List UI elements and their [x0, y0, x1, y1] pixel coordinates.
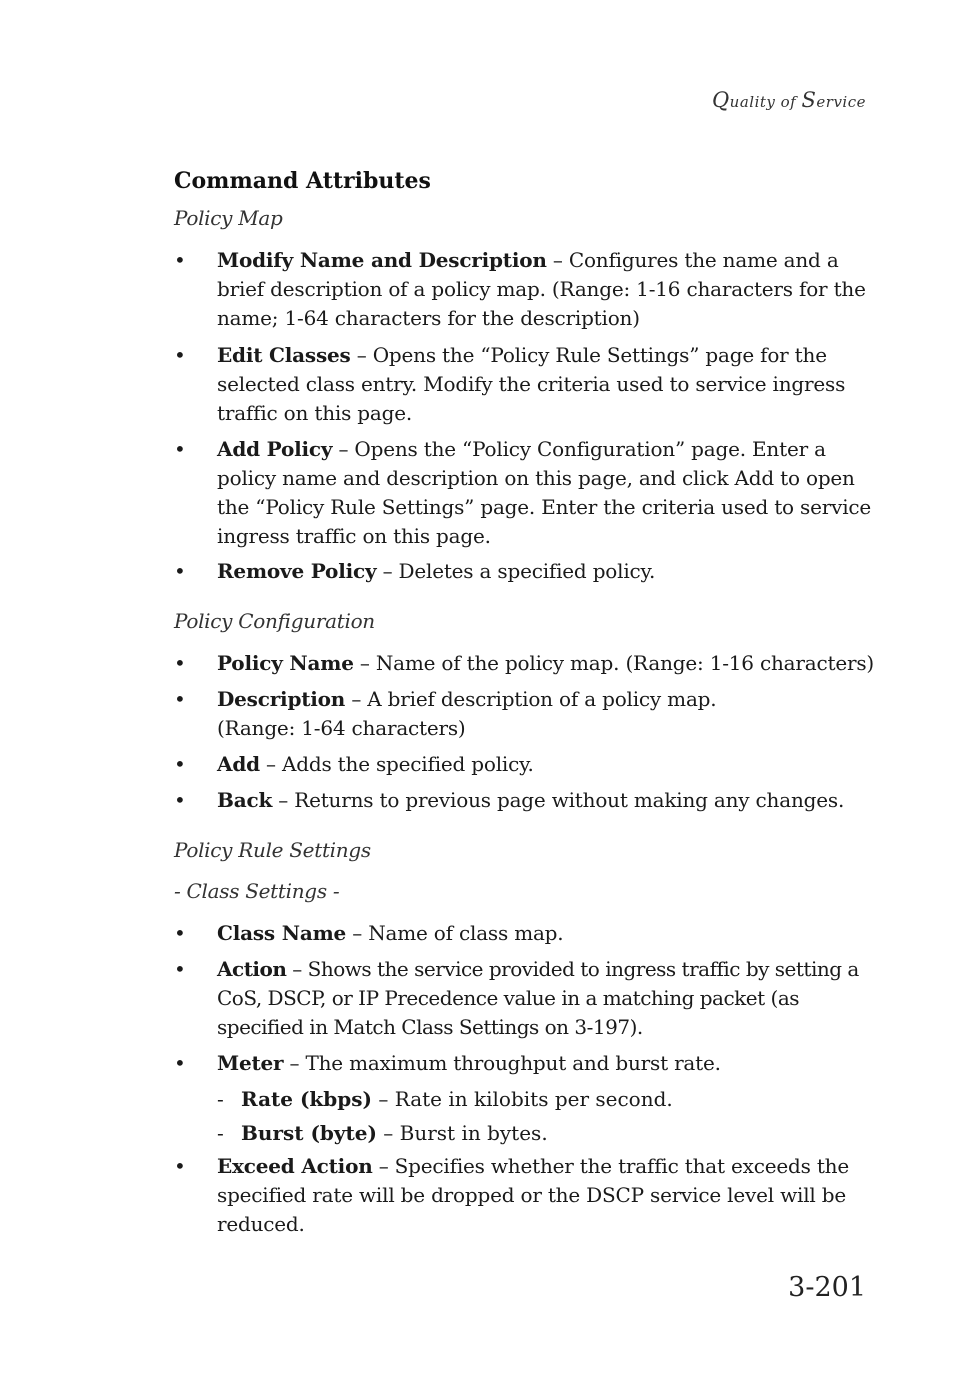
subheading-class-settings: - Class Settings -	[174, 879, 340, 903]
bullet-icon: •	[174, 559, 186, 583]
item-term: Action	[217, 957, 287, 981]
item-term: Modify Name and Description	[217, 248, 547, 272]
item-desc: – Opens the “Policy Configuration” page. Enter a policy name and description on this page, and click Add to open the “Policy Rule Settings” page. Enter the criteria used to service ingress traffic on this page.	[217, 437, 872, 548]
subheading-policy-configuration: Policy Configuration	[174, 609, 375, 633]
item-desc: – A brief description of a policy map.	[345, 687, 717, 711]
subitem-term: Rate (kbps)	[241, 1087, 372, 1111]
bullet-icon: •	[174, 788, 186, 812]
item-desc: – Deletes a specified policy.	[376, 559, 656, 583]
bullet-icon: •	[174, 921, 186, 945]
subitem-term: Burst (byte)	[241, 1121, 377, 1145]
bullet-icon: •	[174, 957, 186, 981]
bullet-icon: •	[174, 437, 186, 461]
item-desc: – Returns to previous page without making any changes.	[272, 788, 845, 812]
header-s: S	[801, 88, 817, 112]
item-term: Add Policy	[217, 437, 333, 461]
item-term: Description	[217, 687, 346, 711]
item-desc: – Name of class map.	[346, 921, 564, 945]
item-term: Back	[217, 788, 273, 812]
subitem-desc: – Rate in kilobits per second.	[371, 1087, 673, 1111]
page-number: 3-201	[788, 1272, 866, 1303]
bullet-icon: •	[174, 752, 186, 776]
item-desc: – Name of the policy map. (Range: 1-16 characters)	[353, 651, 874, 675]
bullet-icon: •	[174, 343, 186, 367]
item-term: Exceed Action	[217, 1154, 373, 1178]
item-desc: – Adds the specified policy.	[259, 752, 534, 776]
bullet-icon: •	[174, 651, 186, 675]
subheading-policy-map: Policy Map	[174, 206, 283, 230]
item-term: Remove Policy	[217, 559, 377, 583]
dash-icon: -	[217, 1121, 224, 1145]
item-term: Policy Name	[217, 651, 354, 675]
subitem-desc: – Burst in bytes.	[376, 1121, 548, 1145]
bullet-icon: •	[174, 1051, 186, 1075]
bullet-icon: •	[174, 248, 186, 272]
running-header	[712, 88, 866, 112]
section-heading: Command Attributes	[174, 168, 431, 194]
item-desc: – Shows the service provided to ingress traffic by setting a CoS, DSCP, or IP Precedence value in a matching packet (as specified in Match Class Settings on 3-197).	[217, 957, 859, 1039]
item-desc: – Configures the name and a brief description of a policy map. (Range: 1-16 characters for the name; 1-64 characters for the description)	[217, 248, 866, 330]
bullet-icon: •	[174, 1154, 186, 1178]
item-term: Meter	[217, 1051, 284, 1075]
bullet-icon: •	[174, 687, 186, 711]
subheading-policy-rule-settings: Policy Rule Settings	[174, 838, 371, 862]
item-term: Edit Classes	[217, 343, 351, 367]
header-ervice: ervice	[816, 93, 866, 111]
item-desc-range: (Range: 1-64 characters)	[217, 716, 466, 740]
dash-icon: -	[217, 1087, 224, 1111]
item-desc: – Specifies whether the traffic that exceeds the specified rate will be dropped or the DSCP service level will be reduced.	[217, 1154, 849, 1236]
item-term: Class Name	[217, 921, 347, 945]
header-q: Q	[711, 88, 730, 112]
item-desc: – The maximum throughput and burst rate.	[283, 1051, 721, 1075]
item-term: Add	[217, 752, 260, 776]
item-desc: – Opens the “Policy Rule Settings” page for the selected class entry. Modify the criteria used to service ingress traffic on this page.	[217, 343, 846, 425]
header-uality-of: uality of	[729, 93, 802, 111]
